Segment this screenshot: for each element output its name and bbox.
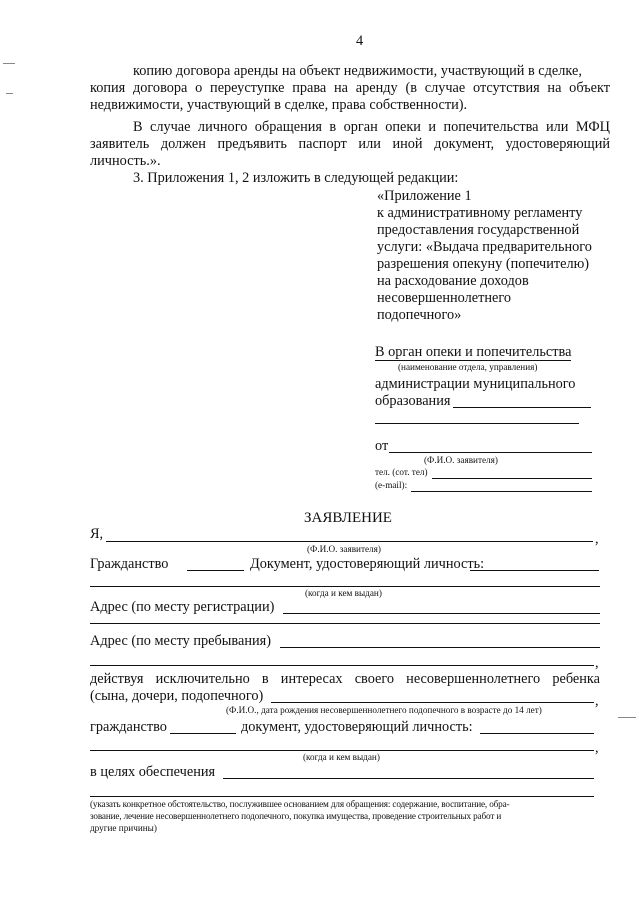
paragraph-line: копия договора о переуступке права на аренду (в случае отсутствия на объект (90, 80, 610, 96)
admin-line: администрации муниципального (375, 376, 576, 392)
appendix-line: на расходование доходов (377, 273, 529, 289)
paragraph-line: недвижимости, участвующий в сделке, права собственности). (90, 97, 468, 113)
purpose-continuation-field[interactable] (90, 796, 594, 797)
citizenship-field[interactable] (187, 570, 244, 571)
document-continuation-field[interactable] (90, 586, 600, 587)
paragraph-line: 3. Приложения 1, 2 изложить в следующей редакции: (133, 170, 459, 186)
acting-word: исключительно (155, 671, 250, 687)
document2-continuation-field[interactable] (90, 750, 594, 751)
ya-label: Я, (90, 526, 104, 542)
appendix-line: подопечного» (377, 307, 462, 323)
dept-extra-field[interactable] (375, 423, 579, 424)
document2-label: документ, удостоверяющий личность: (241, 719, 473, 735)
addressee-title: В орган опеки и попечительства (375, 344, 572, 360)
citizenship2-label: гражданство (90, 719, 167, 735)
from-field[interactable] (389, 452, 592, 453)
appendix-line: разрешения опекуну (попечителю) (377, 256, 590, 272)
purpose-field[interactable] (223, 778, 594, 779)
purpose-note-line: (указать конкретное обстоятельство, послужившее основанием для обращения: содержание, воспитание, обра- (90, 799, 510, 809)
citizenship-label: Гражданство (90, 556, 169, 572)
applicant-fio-hint: (Ф.И.О. заявителя) (424, 455, 498, 465)
document-field[interactable] (470, 570, 599, 571)
scan-mark (618, 717, 636, 718)
purpose-note-line: другие причины) (90, 823, 157, 833)
acting-word: ребенка (552, 671, 600, 687)
applicant-name-field[interactable] (106, 541, 593, 542)
document2-field[interactable] (480, 733, 594, 734)
scan-mark (3, 63, 15, 64)
acting-word: своего (354, 671, 395, 687)
comma: , (595, 655, 599, 671)
paragraph-line: В случае личного обращения в орган опеки и попечительства или МФЦ (133, 119, 610, 135)
comma: , (595, 693, 599, 709)
fio-hint: (Ф.И.О. заявителя) (307, 544, 381, 554)
paragraph-line: копию договора аренды на объект недвижимости, участвующий в сделке, (133, 63, 582, 79)
formation-label: образования (375, 393, 451, 409)
acting-line (90, 671, 600, 688)
address-registration-label: Адрес (по месту регистрации) (90, 599, 275, 615)
document-label: Документ, удостоверяющий личность: (250, 556, 485, 572)
issued-hint2: (когда и кем выдан) (303, 752, 380, 762)
child-hint: (Ф.И.О., дата рождения несовершеннолетнего подопечного в возрасте до 14 лет) (226, 705, 542, 715)
from-label: от (375, 438, 389, 454)
dept-hint: (наименование отдела, управления) (398, 362, 538, 372)
acting-word: в (261, 671, 269, 687)
address-registration-field[interactable] (283, 613, 600, 614)
email-label: (e-mail): (375, 480, 408, 490)
citizenship2-field[interactable] (170, 733, 236, 734)
comma: , (595, 740, 599, 756)
formation-field[interactable] (453, 407, 591, 408)
purpose-note-line: зование, лечение несовершеннолетнего подопечного, покупка имущества, проведение строительных работ и (90, 811, 502, 821)
address-stay-field[interactable] (280, 647, 600, 648)
paragraph-line: заявитель должен предъявить паспорт или иной документ, удостоверяющий (90, 136, 610, 152)
appendix-line: «Приложение 1 (377, 188, 472, 204)
scan-mark (6, 93, 13, 94)
comma: , (595, 531, 599, 547)
tel-field[interactable] (432, 478, 592, 479)
appendix-line: несовершеннолетнего (377, 290, 512, 306)
address-stay-label: Адрес (по месту пребывания) (90, 633, 271, 649)
appendix-line: к административному регламенту (377, 205, 583, 221)
relation-label: (сына, дочери, подопечного) (90, 688, 264, 704)
acting-word: действуя (90, 671, 144, 687)
form-title: ЗАЯВЛЕНИЕ (304, 510, 392, 526)
acting-word: интересах (280, 671, 343, 687)
child-field[interactable] (271, 702, 594, 703)
acting-word: несовершеннолетнего (406, 671, 541, 687)
page-number: 4 (356, 33, 364, 49)
address-stay-continuation[interactable] (90, 665, 594, 666)
purpose-label: в целях обеспечения (90, 764, 216, 780)
address-registration-continuation[interactable] (90, 623, 600, 624)
issued-hint: (когда и кем выдан) (305, 588, 382, 598)
paragraph-line: личность.». (90, 153, 161, 169)
appendix-line: услуги: «Выдача предварительного (377, 239, 592, 255)
appendix-line: предоставления государственной (377, 222, 580, 238)
email-field[interactable] (411, 491, 592, 492)
tel-label: тел. (сот. тел) (375, 467, 428, 477)
